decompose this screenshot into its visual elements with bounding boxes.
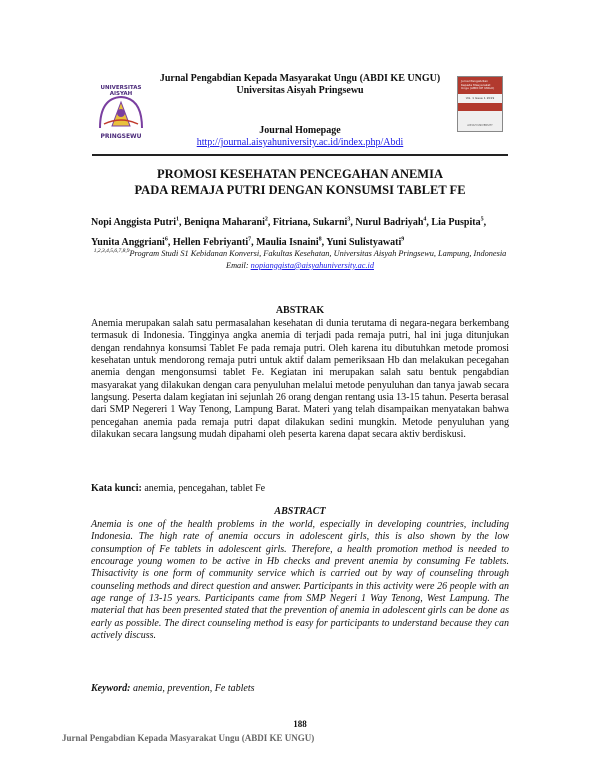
author-affiliation-number: 8 — [318, 236, 322, 243]
author-affiliation-number: 4 — [423, 217, 427, 223]
author-affiliation-number: 7 — [248, 236, 252, 243]
author: Maulia Isnaini$^8$, — [256, 236, 327, 248]
svg-text:UNIVERSITAS: UNIVERSITAS — [100, 85, 142, 91]
abstrak-keywords-label: Kata kunci: — [91, 483, 142, 494]
author-name: Hellen Febriyanti — [172, 236, 249, 248]
author-affiliation-number: 9 — [401, 236, 405, 243]
author: Nurul Badriyah$^4$, — [355, 217, 432, 229]
cover-subtitle: AISYAH UNIVERSITY — [467, 124, 493, 127]
email-label: Email: — [226, 260, 249, 270]
cover-title: Jurnal Pengabdian Kepada Masyarakat Ungu (ABDI KE UNGU) — [461, 79, 495, 90]
abstrak-heading: ABSTRAK — [275, 305, 325, 316]
author-affiliation-number: 2 — [264, 217, 268, 223]
svg-text:PRINGSEWU: PRINGSEWU — [100, 133, 142, 140]
author-name: Maulia Isnaini — [256, 236, 319, 248]
abstract-keywords-value: anemia, prevention, Fe tablets — [132, 683, 255, 694]
email-link[interactable]: nopianggista@aisyahuniversity.ac.id — [250, 260, 374, 270]
affiliation-block — [91, 245, 509, 272]
author-name: Nurul Badriyah — [355, 217, 424, 229]
author: Nopi Anggista Putri$^1$, — [91, 217, 185, 229]
abstract-keywords-label: Keyword: — [91, 683, 131, 694]
page-number: 188 — [293, 719, 307, 729]
homepage-link-row — [0, 137, 600, 148]
author-name: Yunita Anggriani — [91, 236, 165, 248]
author: Beniqna Maharani$^2$, — [184, 217, 273, 229]
svg-text:AISYAH: AISYAH — [109, 91, 133, 97]
author: Fitriana, Sukarni$^3$, — [272, 217, 356, 229]
homepage-label: Journal Homepage — [259, 125, 341, 136]
author-affiliation-number: 6 — [164, 236, 168, 243]
author: Lia Puspita$^5$, — [431, 217, 487, 229]
author-name: Fitriana, Sukarni — [272, 217, 348, 229]
author-affiliation-number: 1 — [176, 217, 180, 223]
abstract-text: Anemia is one of the health problems in the world, especially in developing countries, including Indonesia. The high rate of anemia occurs in adolescent girls, this is also shown by the low consumption of Fe tablets in adolescent girls. Therefore, a health promotion method is needed to encourage young women to be active in Hb checks and prevent anemia by consuming Fe tablets. Thisactivity is one form of community service which is carried out by way of counseling through counseling methods and direct question and answer. Participants in this activity were 26 people with an age range of 13-15 years. Participants came from SMP Negeri 1 Way Tenong, West Lampung. The material that has been presented stated that the prevention of anemia in adolescent girls can be done as early as possible. The direct counseling method is easy for participants to understand because they can actively discuss. — [91, 519, 509, 642]
university-name: Universitas Aisyah Pringsewu — [236, 85, 364, 96]
article-title-line-1: PROMOSI KESEHATAN PENCEGAHAN ANEMIA — [156, 167, 444, 181]
article-title — [0, 166, 600, 198]
author-name: Nopi Anggista Putri — [91, 217, 177, 229]
abstrak-keywords — [91, 483, 509, 495]
author: Hellen Febriyanti$^7$, — [172, 236, 257, 248]
article-title-line-2: PADA REMAJA PUTRI DENGAN KONSUMSI TABLET FE — [134, 183, 466, 197]
author-affiliation-number: 5 — [480, 217, 484, 223]
author-affiliation-number: 3 — [347, 217, 351, 223]
abstrak-keywords-value: anemia, pencegahan, tablet Fe — [144, 483, 266, 494]
cover-meta: Vol. 1 Issue 1 2019 — [465, 96, 495, 100]
author: Yunita Anggriani$^6$, — [91, 236, 173, 248]
journal-name: Jurnal Pengabdian Kepada Masyarakat Ungu (ABDI KE UNGU) — [159, 73, 441, 84]
author-name: Yuni Sulistyawati — [326, 236, 402, 248]
author-name: Beniqna Maharani — [184, 217, 265, 229]
affiliation-text: Program Studi S1 Kebidanan Konversi, Fakultas Kesehatan, Universitas Aisyah Pringsewu, Lampung, Indonesia — [129, 248, 507, 258]
author-name: Lia Puspita — [431, 217, 481, 229]
affiliation-sup: 1,2,3,4,5,6,7,8,9 — [93, 248, 130, 254]
footer-journal-name: Jurnal Pengabdian Kepada Masyarakat Ungu (ABDI KE UNGU) — [62, 733, 315, 743]
abstract-keywords — [91, 683, 509, 695]
abstract-heading: ABSTRACT — [274, 506, 326, 517]
abstrak-text: Anemia merupakan salah satu permasalahan kesehatan di dunia terutama di negara-negara berkembang termasuk di Indonesia. Tingginya angka anemia di terjadi pada remaja putri, hal ini juga ditunjukan dengan rendahnya konsumsi Tablet Fe pada remaja putri. Oleh karena itu dibutuhkan metode promosi kesehatan untuk mendorong remaja putri untuk aktif dalam pemeriksaan Hb dan melakukan pecegahan anemia dengan mengonsumsi tablet Fe. Kegiatan ini merupakan salah satu bentuk pengabdian masyarakat yang dilakukan dengan cara penyuluhan melalui metode penyuluhan dan tanya jawab secara langsung. Peserta dalam kegiatan ini sejunlah 26 orang dengan rentang usia 13-15 tahun. Peserta berasal dari SMP Negereri 1 Way Tenong, Lampung Barat. Materi yang telah disampaikan menyatakan bahwa pencegahan anemia pada remaja putri dapat dilakukan sedini mungkin. Metode penyuluhan yang dilakukan secara langsung mudah dipahami oleh peserta karena dapat secara aktiv berdiskusi. — [91, 318, 509, 441]
header-rule — [92, 154, 508, 156]
homepage-link[interactable]: http://journal.aisyahuniversity.ac.id/index.php/Abdi — [196, 137, 404, 148]
